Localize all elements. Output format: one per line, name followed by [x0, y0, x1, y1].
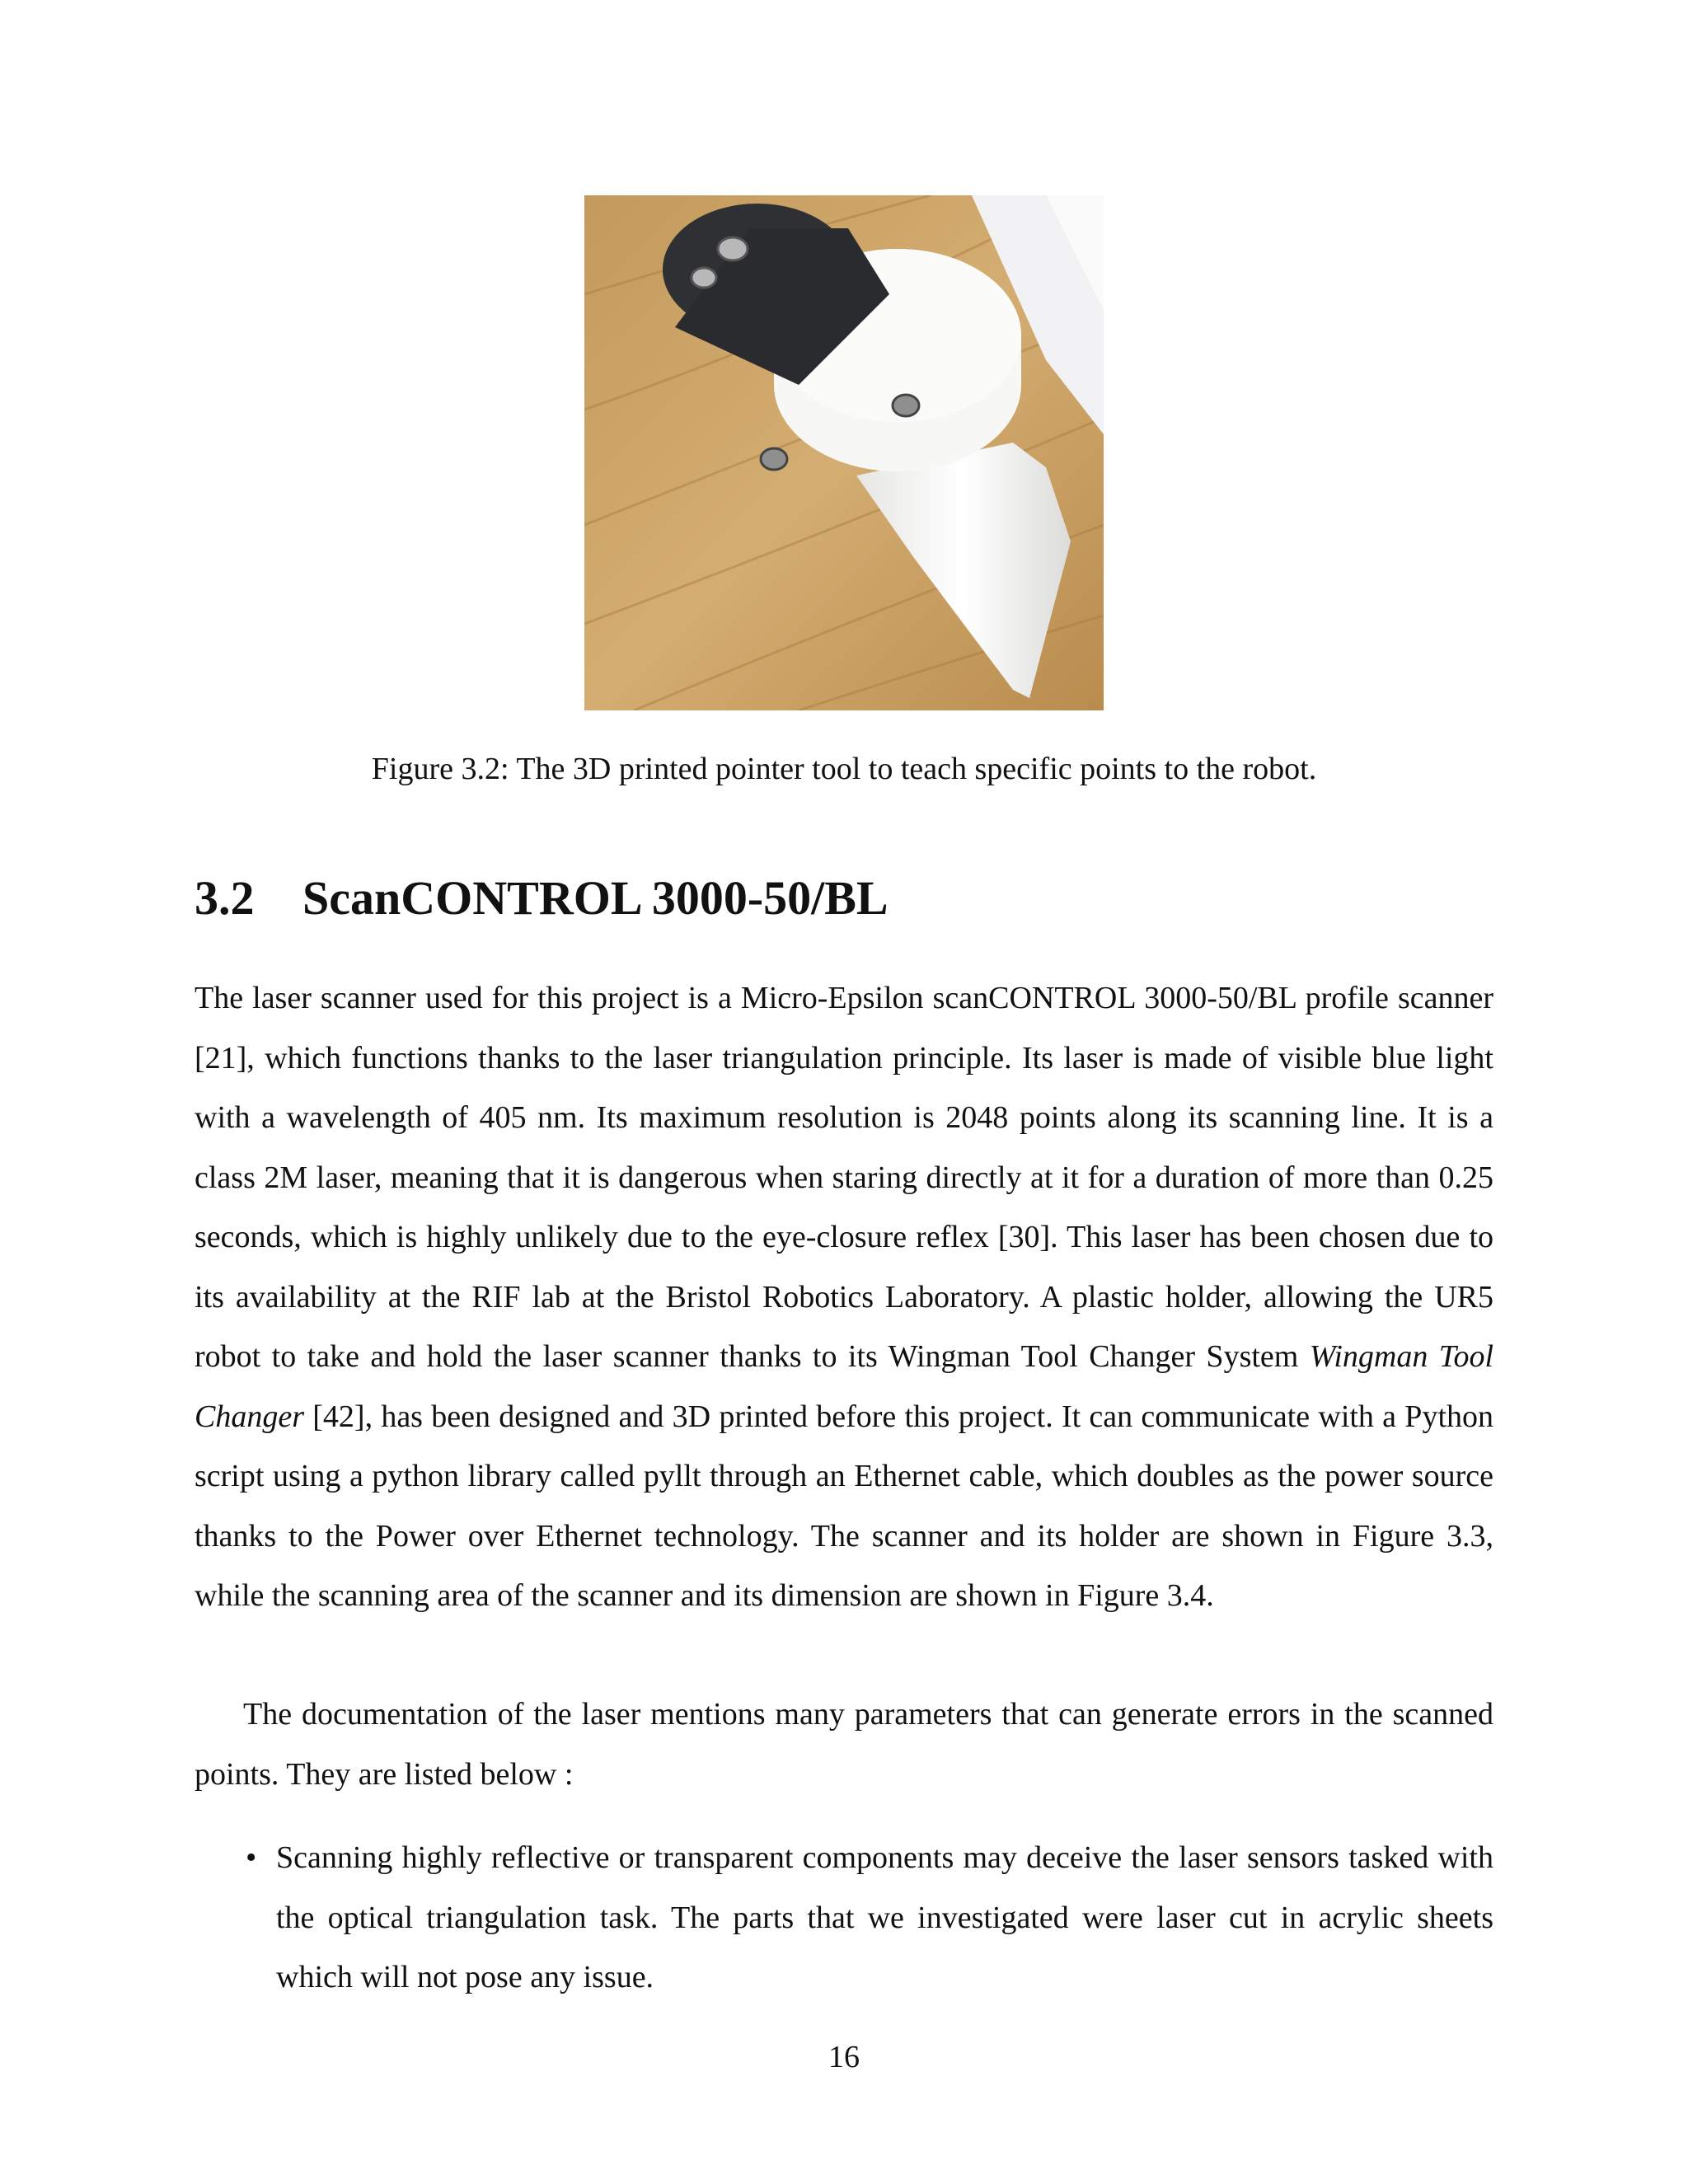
figure-caption: Figure 3.2: The 3D printed pointer tool to teach specific points to the robot.: [371, 752, 1317, 786]
paragraph-1-text-a: The laser scanner used for this project is a Micro-Epsilon scanCONTROL 3000-50/BL profile scanner [21], which functions thanks to the laser triangulation principle. Its laser is made of visible blue light with a wavelength of 405 nm. Its maximum resolution is 2048 points along its scanning line. It is a class 2M laser, meaning that it is dangerous when staring directly at it for a duration of more than 0.25 seconds, which is highly unlikely due to the eye-closure reflex [30]. This laser has been chosen due to its availability at the RIF lab at the Bristol Robotics Laboratory. A plastic holder, allowing the UR5 robot to take and hold the laser scanner thanks to its Wingman Tool Changer System: [195, 981, 1493, 1374]
list-item: [195, 1828, 1493, 2008]
body-paragraph-1: [195, 968, 1493, 1626]
bullet-icon: •: [246, 1840, 257, 1875]
paragraph-1-text-b: [42], has been designed and 3D printed before this project. It can communicate with a Python script using a python library called pyllt through an Ethernet cable, which doubles as the power source thanks to the Power over Ethernet technology. The scanner and its holder are shown in Figure 3.3, while the scanning area of the scanner and its dimension are shown in Figure 3.4.: [195, 1399, 1493, 1613]
paragraph-1-italic-term: Wingman Tool Changer: [195, 1339, 1494, 1434]
list-item-text: Scanning highly reflective or transparent components may deceive the laser sensors tasked with the optical triangulation task. The parts that we investigated were laser cut in acrylic sheets which will not pose any issue.: [276, 1840, 1493, 1994]
section-number: 3.2: [195, 871, 255, 925]
pointer-tool-photo: [584, 195, 1104, 710]
error-parameter-list: [195, 1828, 1493, 2008]
section-title: ScanCONTROL 3000-50/BL: [302, 871, 889, 925]
section-heading: [195, 868, 889, 929]
page-number: 16: [828, 2040, 860, 2074]
body-paragraph-2: The documentation of the laser mentions many parameters that can generate errors in the scanned points. They are listed below :: [195, 1697, 1493, 1792]
